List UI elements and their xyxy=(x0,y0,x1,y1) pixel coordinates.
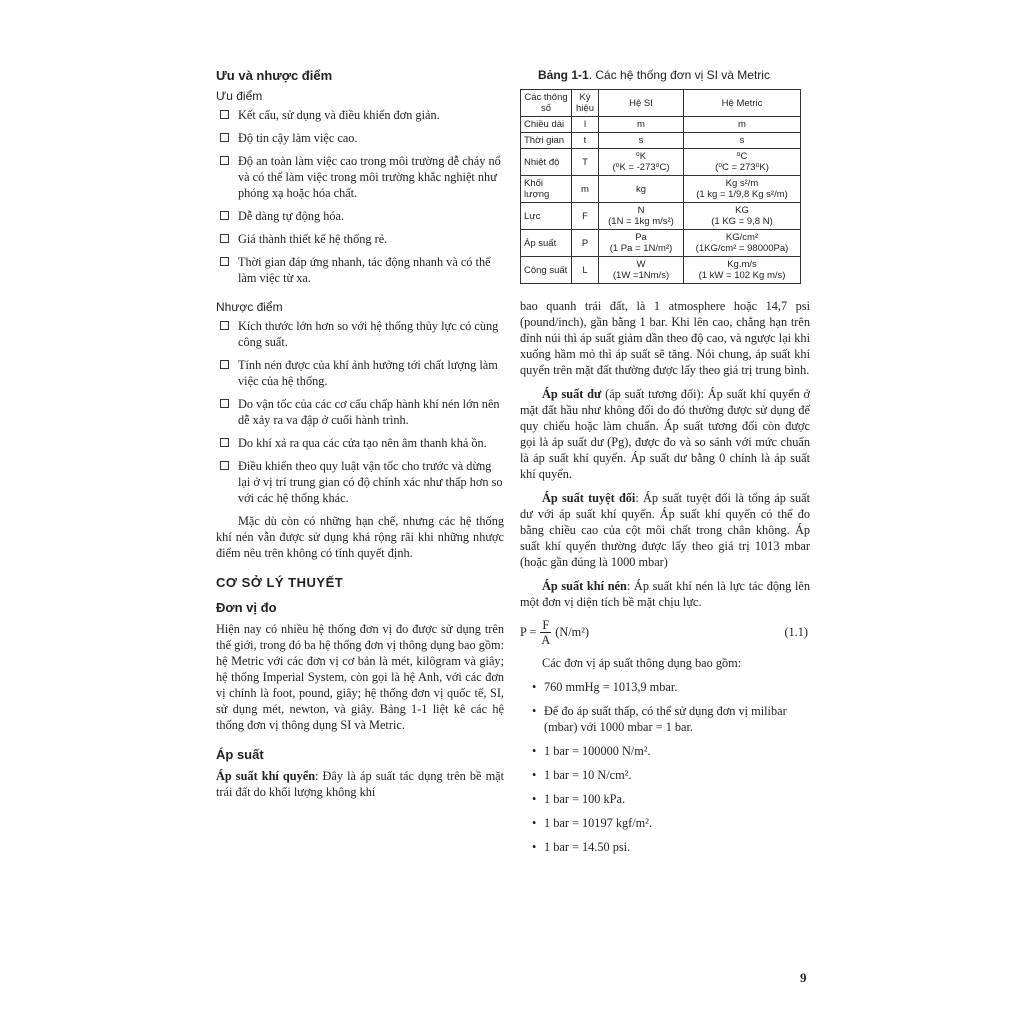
table-row: Khối lượng m kg Kg s²/m (1 kg = 1/9,8 Kg s²/m) xyxy=(521,176,801,203)
header-si: Hệ SI xyxy=(599,90,684,117)
checkbox-bullet-icon xyxy=(220,399,229,408)
pressure-heading: Áp suất xyxy=(216,747,264,762)
table-row: Chiều dài l m m xyxy=(521,117,801,133)
fraction: $\frac{F}{A}$ xyxy=(541,618,551,647)
list-item: • 1 bar = 10 N/cm². xyxy=(520,767,810,783)
table-row: Công suất L W (1W =1Nm/s) Kg.m/s (1 kW = 102 Kg m/s) xyxy=(521,257,801,284)
list-item: Tính nén được của khí ảnh hưởng tới chất lượng làm việc của hệ thống. xyxy=(216,357,504,389)
list-item: Do khí xả ra qua các cửa tạo nên âm thanh khá ồn. xyxy=(216,435,504,451)
list-item: Kích thước lớn hơn so với hệ thống thủy lực có cùng công suất. xyxy=(216,318,504,350)
units-heading: Đơn vị đo xyxy=(216,600,277,615)
right-column xyxy=(520,68,810,863)
left-column xyxy=(216,68,504,808)
atm-continued-paragraph: bao quanh trái đất, là 1 atmosphere hoặc 14,7 psi (pound/inch), gần bằng 1 bar. Khi lên cao, chẳng hạn trên đỉnh núi thì áp suất giảm dần theo độ cao, và ngược lại khi xuống hầm mỏ thì áp suất sẽ tăng. Nói chung, áp suất khí quyển trên mặt đất thường được lấy theo giá trị trung bình. xyxy=(520,299,810,377)
table-row: Lực F N (1N = 1kg m/s²) KG (1 KG = 9,8 N) xyxy=(521,203,801,230)
list-item: • 1 bar = 100000 N/m². xyxy=(520,743,810,759)
checkbox-bullet-icon xyxy=(220,461,229,470)
units-table xyxy=(520,89,801,284)
theory-heading: CƠ SỞ LÝ THUYẾT xyxy=(216,575,344,590)
list-item: Độ an toàn làm việc cao trong môi trường dễ cháy nổ và có thể làm việc trong môi trường khắc nghiệt như phóng xạ hoặc hóa chất. xyxy=(216,153,504,201)
list-item: Điều khiển theo quy luật vận tốc cho trước và dừng lại ở vị trí trung gian có độ chính xác như thấp hơn so với các hệ thống khác. xyxy=(216,458,504,506)
table-row: Nhiệt độ T ⁰K (⁰K = -273⁰C) ⁰C (⁰C = 273⁰K) xyxy=(521,149,801,176)
list-item: • 1 bar = 100 kPa. xyxy=(520,791,810,807)
checkbox-bullet-icon xyxy=(220,110,229,119)
checkbox-bullet-icon xyxy=(220,234,229,243)
list-item: Do vận tốc của các cơ cấu chấp hành khí nén lớn nên dễ xảy ra va đập ở cuối hành trình. xyxy=(216,396,504,428)
list-item: Dễ dàng tự động hóa. xyxy=(216,208,504,224)
pressure-units-list xyxy=(520,679,810,855)
header-metric: Hệ Metric xyxy=(684,90,801,117)
pneumatic-pressure-paragraph: Áp suất khí nén: Áp suất khí nén là lực tác động lên một đơn vị diện tích bề mặt chịu lực. xyxy=(520,579,810,609)
advantages-list xyxy=(216,107,504,286)
table-row: Thời gian t s s xyxy=(521,133,801,149)
list-item: Thời gian đáp ứng nhanh, tác động nhanh và có thể làm việc từ xa. xyxy=(216,254,504,286)
absolute-pressure-paragraph: Áp suất tuyệt đối: Áp suất tuyệt đối là tổng áp suất dư với áp suất khí quyển. Áp suất khí quyển có thể đo bằng chiều cao của cột môi chất trong chân không. Áp suất khí quyển thường được lấy theo giá trị 1013 mbar (hoặc gần đúng là 1000 mbar) xyxy=(520,491,810,569)
summary-paragraph: Mặc dù còn có những hạn chế, nhưng các hệ thống khí nén vẫn được sử dụng khá rộng rãi khi những nhược điểm nêu trên không có tính quyết định. xyxy=(216,514,504,560)
section-title-pros-cons: Ưu và nhược điểm xyxy=(216,68,333,83)
checkbox-bullet-icon xyxy=(220,321,229,330)
units-intro: Các đơn vị áp suất thông dụng bao gồm: xyxy=(542,656,742,670)
header-symbol: Ký hiệu xyxy=(572,90,599,117)
checkbox-bullet-icon xyxy=(220,438,229,447)
list-item: • Để đo áp suất thấp, có thể sử dụng đơn vị milibar (mbar) với 1000 mbar = 1 bar. xyxy=(520,703,810,735)
equation-number: (1.1) xyxy=(784,625,808,639)
table-header-row xyxy=(521,90,801,117)
list-item: • 760 mmHg = 1013,9 mbar. xyxy=(520,679,810,695)
table-caption: Bảng 1-1. Các hệ thống đơn vị SI và Metric xyxy=(538,68,770,82)
header-param: Các thông số xyxy=(521,90,572,117)
list-item: Kết cấu, sử dụng và điều khiển đơn giản. xyxy=(216,107,504,123)
units-paragraph: Hiện nay có nhiều hệ thống đơn vị đo được sử dụng trên thế giới, trong đó ba hệ thống đơn vị thông dụng bao gồm: hệ Metric với các đơn vị cơ bản là mét, kilôgram và giây; hệ thống Imperial System, còn gọi là hệ Anh, với các đơn vị chính là foot, pound, giây; hệ thống đơn vị quốc tế, SI, sử dụng mét, newton, và giây. Bảng 1-1 liệt kê các hệ thống đơn vị thông dụng SI và Metric. xyxy=(216,622,504,732)
pressure-formula: P = $\frac{F}{A}$ (N/m²) (1.1) xyxy=(520,618,808,647)
advantages-heading: Ưu điểm xyxy=(216,89,263,103)
checkbox-bullet-icon xyxy=(220,133,229,142)
checkbox-bullet-icon xyxy=(220,257,229,266)
atm-run-in: Áp suất khí quyển xyxy=(216,769,316,783)
atm-paragraph: Áp suất khí quyển: Đây là áp suất tác dụng trên bề mặt trái đất do khối lượng không khí xyxy=(216,769,505,799)
list-item: • 1 bar = 10197 kgf/m². xyxy=(520,815,810,831)
disadvantages-heading: Nhược điểm xyxy=(216,300,283,314)
gauge-pressure-paragraph: Áp suất dư (áp suất tương đối): Áp suất khí quyển ở mặt đất hầu như không đổi do đó thường được sử dụng để quy chiếu hoặc làm chuẩn. Áp suất tương đối còn được gọi là áp suất dư (Pg), được đo và so sánh với mức chuẩn là áp suất khí quyển. Áp suất dư bằng 0 chính là áp suất khí quyển. xyxy=(520,387,810,481)
list-item: Độ tin cậy làm việc cao. xyxy=(216,130,504,146)
checkbox-bullet-icon xyxy=(220,360,229,369)
list-item: Giá thành thiết kế hệ thống rẻ. xyxy=(216,231,504,247)
checkbox-bullet-icon xyxy=(220,211,229,220)
list-item: • 1 bar = 14.50 psi. xyxy=(520,839,810,855)
page-number: 9 xyxy=(800,970,807,985)
disadvantages-list xyxy=(216,318,504,506)
checkbox-bullet-icon xyxy=(220,156,229,165)
table-row: Áp suất P Pa (1 Pa = 1N/m²) KG/cm² (1KG/cm² = 98000Pa) xyxy=(521,230,801,257)
